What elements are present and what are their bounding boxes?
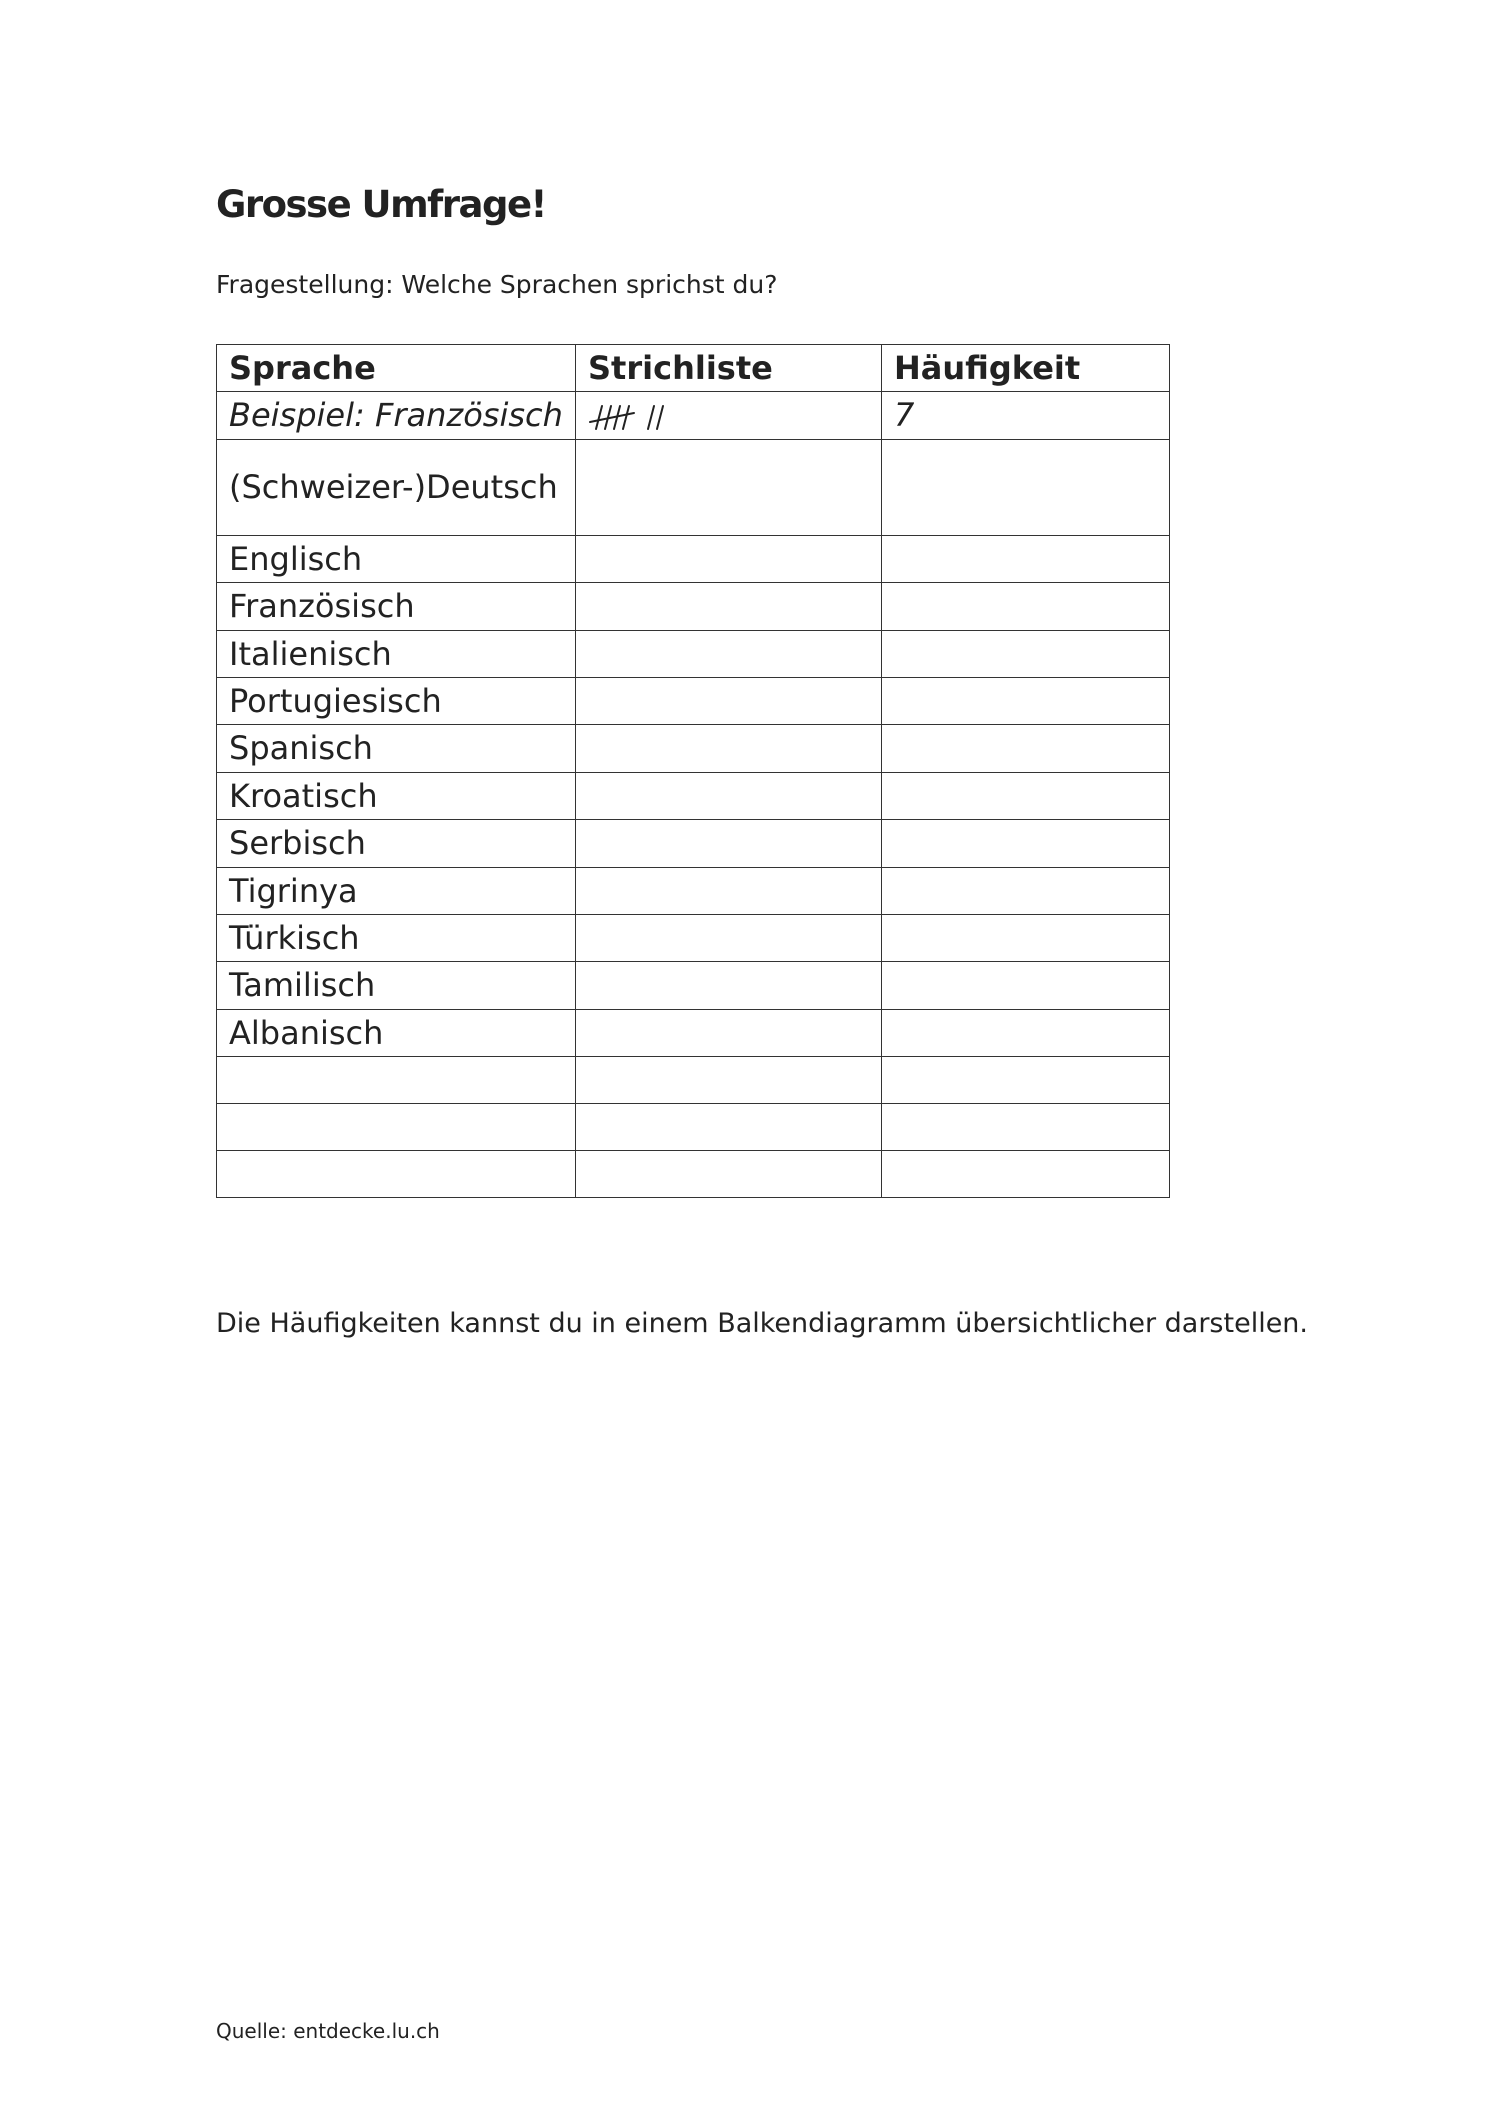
- language-cell: Tigrinya: [217, 867, 576, 914]
- language-cell: [217, 1104, 576, 1151]
- frequency-cell[interactable]: [882, 725, 1170, 772]
- header-language: Sprache: [217, 345, 576, 392]
- tally-cell[interactable]: [576, 1009, 882, 1056]
- frequency-cell[interactable]: [882, 1057, 1170, 1104]
- example-language: Beispiel: Französisch: [217, 392, 576, 439]
- tally-table: [216, 344, 1170, 1198]
- tally-cell[interactable]: [576, 962, 882, 1009]
- frequency-cell[interactable]: [882, 535, 1170, 582]
- tally-cell[interactable]: [576, 867, 882, 914]
- frequency-cell[interactable]: [882, 583, 1170, 630]
- table-row: [217, 1057, 1170, 1104]
- table-row: [217, 535, 1170, 582]
- tally-cell[interactable]: [576, 630, 882, 677]
- tally-cell[interactable]: [576, 725, 882, 772]
- language-cell: Türkisch: [217, 914, 576, 961]
- table-row: [217, 677, 1170, 724]
- source-credit: Quelle: entdecke.lu.ch: [216, 2019, 440, 2043]
- tally-cell[interactable]: [576, 820, 882, 867]
- table-row: [217, 914, 1170, 961]
- table-row: [217, 820, 1170, 867]
- frequency-cell[interactable]: [882, 630, 1170, 677]
- language-cell: Italienisch: [217, 630, 576, 677]
- frequency-cell[interactable]: [882, 677, 1170, 724]
- tally-marks-icon: [588, 392, 678, 438]
- frequency-cell[interactable]: [882, 772, 1170, 819]
- language-cell: Albanisch: [217, 1009, 576, 1056]
- tally-cell[interactable]: [576, 583, 882, 630]
- example-row: [217, 392, 1170, 439]
- survey-question: Fragestellung: Welche Sprachen sprichst du?: [216, 270, 778, 299]
- language-cell: [217, 1151, 576, 1198]
- table-row: [217, 583, 1170, 630]
- tally-cell[interactable]: [576, 535, 882, 582]
- example-tally: [576, 392, 882, 439]
- tally-cell[interactable]: [576, 439, 882, 535]
- table-row: [217, 962, 1170, 1009]
- tally-cell[interactable]: [576, 914, 882, 961]
- language-cell: [217, 1057, 576, 1104]
- tally-cell[interactable]: [576, 1151, 882, 1198]
- page-title: Grosse Umfrage!: [216, 183, 546, 226]
- header-tally: Strichliste: [576, 345, 882, 392]
- tally-cell[interactable]: [576, 772, 882, 819]
- language-cell: Französisch: [217, 583, 576, 630]
- table-row: [217, 867, 1170, 914]
- table-header-row: [217, 345, 1170, 392]
- language-cell: Kroatisch: [217, 772, 576, 819]
- table-row: [217, 439, 1170, 535]
- header-frequency: Häufigkeit: [882, 345, 1170, 392]
- frequency-cell[interactable]: [882, 914, 1170, 961]
- table-row: [217, 772, 1170, 819]
- frequency-cell[interactable]: [882, 1151, 1170, 1198]
- bar-chart-hint: Die Häufigkeiten kannst du in einem Balkendiagramm übersichtlicher darstellen.: [216, 1308, 1308, 1339]
- language-cell: Englisch: [217, 535, 576, 582]
- frequency-cell[interactable]: [882, 867, 1170, 914]
- tally-cell[interactable]: [576, 677, 882, 724]
- language-cell: (Schweizer-)Deutsch: [217, 439, 576, 535]
- frequency-cell[interactable]: [882, 1009, 1170, 1056]
- language-cell: Spanisch: [217, 725, 576, 772]
- frequency-cell[interactable]: [882, 1104, 1170, 1151]
- table-row: [217, 725, 1170, 772]
- tally-cell[interactable]: [576, 1057, 882, 1104]
- language-cell: Portugiesisch: [217, 677, 576, 724]
- language-cell: Serbisch: [217, 820, 576, 867]
- frequency-cell[interactable]: [882, 439, 1170, 535]
- table-row: [217, 1009, 1170, 1056]
- tally-cell[interactable]: [576, 1104, 882, 1151]
- table-row: [217, 1151, 1170, 1198]
- table-row: [217, 630, 1170, 677]
- language-cell: Tamilisch: [217, 962, 576, 1009]
- table-row: [217, 1104, 1170, 1151]
- example-frequency: 7: [882, 392, 1170, 439]
- frequency-cell[interactable]: [882, 962, 1170, 1009]
- frequency-cell[interactable]: [882, 820, 1170, 867]
